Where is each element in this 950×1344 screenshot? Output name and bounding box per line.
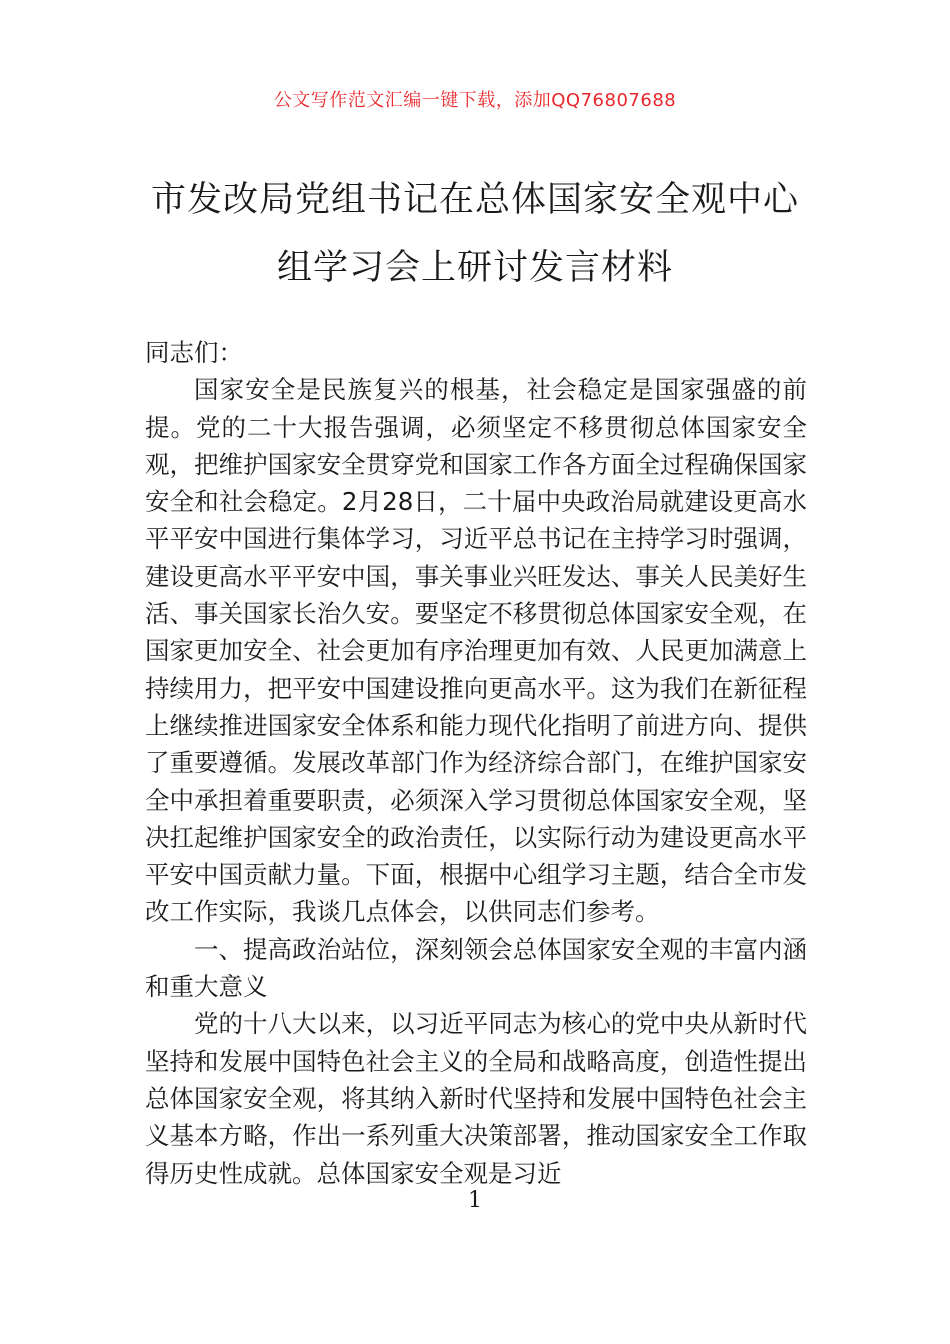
document-body [145,334,807,1192]
document-title-line-1: 市发改局党组书记在总体国家安全观中心 [150,180,799,220]
paragraph-section-1: 党的十八大以来，以习近平同志为核心的党中央从新时代坚持和发展中国特色社会主义的全局和战略高度，创造性提出总体国家安全观，将其纳入新时代坚持和发展中国特色社会主义基本方略，作出一系列重大决策部署，推动国家安全工作取得历史性成就。总体国家安全观是习近 [145,1009,807,1188]
download-notice: 公文写作范文汇编一键下载，添加QQ76807688 [273,90,677,111]
section-heading-1: 一、提高政治站位，深刻领会总体国家安全观的丰富内涵和重大意义 [145,934,807,1002]
paragraph-intro: 国家安全是民族复兴的根基，社会稳定是国家强盛的前提。党的二十大报告强调，必须坚定不移贯彻总体国家安全观，把维护国家安全贯穿党和国家工作各方面全过程确保国家安全和社会稳定。2月28日，二十届中央政治局就建设更高水平平安中国进行集体学习，习近平总书记在主持学习时强调，建设更高水平平安中国，事关事业兴旺发达、事关人民美好生活、事关国家长治久安。要坚定不移贯彻总体国家安全观，在国家更加安全、社会更加有序治理更加有效、人民更加满意上持续用力，把平安中国建设推向更高水平。这为我们在新征程上继续推进国家安全体系和能力现代化指明了前进方向、提供了重要遵循。发展改革部门作为经济综合部门，在维护国家安全中承担着重要职责，必须深入学习贯彻总体国家安全观，坚决扛起维护国家安全的政治责任，以实际行动为建设更高水平平安中国贡献力量。下面，根据中心组学习主题，结合全市发改工作实际，我谈几点体会，以供同志们参考。 [145,375,807,927]
document-title-line-2: 组学习会上研讨发言材料 [276,248,673,288]
salutation: 同志们： [145,338,243,367]
page-number: 1 [468,1188,482,1213]
